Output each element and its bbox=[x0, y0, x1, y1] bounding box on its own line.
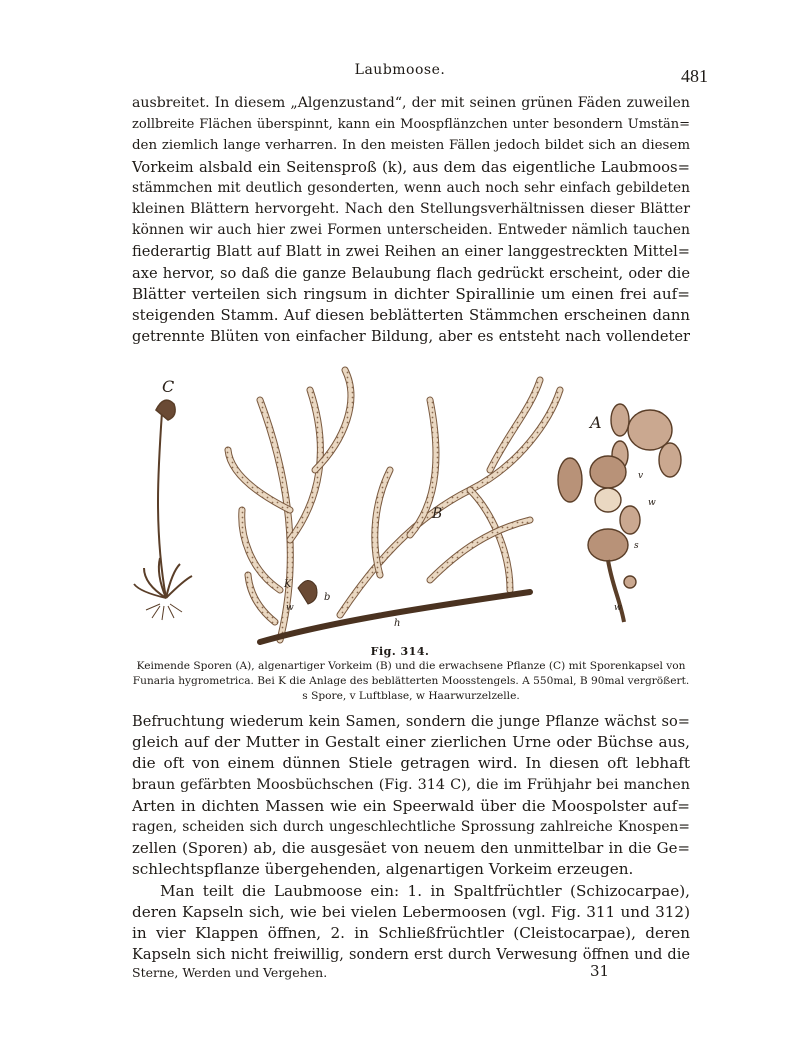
protonema-b bbox=[228, 370, 560, 640]
figure-caption bbox=[132, 659, 690, 704]
label-s: s bbox=[634, 541, 639, 551]
text-line: deren Kapseln sich, wie bei vielen Lebermoosen (vgl. Fig. 311 und 312) bbox=[132, 902, 690, 921]
label-w-1: w bbox=[648, 498, 656, 508]
text-line: stämmchen mit deutlich gesonderten, wenn auch noch sehr einfach gebildeten bbox=[132, 179, 690, 196]
text-line: fiederartig Blatt auf Blatt in zwei Reihen an einer langgestreckten Mittel= bbox=[132, 243, 690, 261]
label-b: B bbox=[432, 506, 443, 522]
text-line: getrennte Blüten von einfacher Bildung, aber es entsteht nach vollendeter bbox=[132, 328, 690, 346]
text-line: schlechtspflanze übergehenden, algenartigen Vorkeim erzeugen. bbox=[132, 860, 634, 879]
text-line: Arten in dichten Massen wie ein Speerwald über die Moospolster auf= bbox=[132, 796, 690, 815]
text-line: den ziemlich lange verharren. In den meisten Fällen jedoch bildet sich an diesem bbox=[132, 138, 690, 154]
label-k: K bbox=[284, 579, 292, 590]
text-line: braun gefärbten Moosbüchschen (Fig. 314 C), die im Frühjahr bei manchen bbox=[132, 776, 690, 793]
text-line: Befruchtung wiederum kein Samen, sondern die junge Pflanze wächst so= bbox=[132, 713, 690, 730]
caption-line: Funaria hygrometrica. Bei K die Anlage des beblätterten Moosstengels. A 550mal, B 90mal vergrößert. bbox=[132, 675, 690, 687]
footer-book-title: Sterne, Werden und Vergehen. bbox=[132, 965, 328, 980]
label-w-2: w bbox=[614, 603, 622, 613]
label-v: v bbox=[638, 471, 644, 481]
mature-plant-c bbox=[134, 400, 192, 620]
text-line: zollbreite Flächen überspinnt, kann ein Moospflänzchen unter besondern Umstän= bbox=[132, 117, 690, 133]
label-w-3: w bbox=[286, 603, 294, 613]
text-line: steigenden Stamm. Auf diesen beblätterten Stämmchen erscheinen dann bbox=[132, 306, 690, 325]
text-line: Kapseln sich nicht freiwillig, sondern erst durch Verwesung öffnen und die bbox=[132, 946, 690, 964]
page-number: 481 bbox=[681, 66, 708, 86]
text-line: ausbreitet. In diesem „Algenzustand“, der mit seinen grünen Fäden zuweilen bbox=[132, 95, 690, 111]
illustration-svg bbox=[130, 360, 690, 645]
moss-illustration bbox=[130, 360, 690, 645]
text-line: kleinen Blättern hervorgeht. Nach den Stellungsverhältnissen dieser Blätter bbox=[132, 201, 690, 218]
text-line: axe hervor, so daß die ganze Belaubung flach gedrückt erscheint, oder die bbox=[132, 264, 690, 282]
text-line: Man teilt die Laubmoose ein: 1. in Spaltfrüchtler (Schizocarpae), bbox=[160, 881, 690, 900]
text-line: gleich auf der Mutter in Gestalt einer zierlichen Urne oder Büchse aus, bbox=[132, 733, 690, 752]
germinating-spores-a bbox=[558, 404, 681, 622]
running-header: Laubmoose. bbox=[354, 62, 446, 78]
label-h: h bbox=[394, 618, 401, 629]
figure-number: Fig. 314. bbox=[370, 645, 430, 658]
rhizoid-base-h bbox=[260, 592, 530, 642]
caption-line: Keimende Sporen (A), algenartiger Vorkeim (B) und die erwachsene Pflanze (C) mit Sporenkapsel von bbox=[136, 660, 686, 672]
text-line: die oft von einem dünnen Stiele getragen wird. In diesen oft lebhaft bbox=[132, 754, 690, 773]
caption-line: s Spore, v Luftblase, w Haarwurzelzelle. bbox=[302, 690, 520, 702]
text-line: können wir auch hier zwei Formen unterscheiden. Entweder nämlich tauchen bbox=[132, 222, 690, 239]
text-line: ragen, scheiden sich durch ungeschlechtliche Sprossung zahlreiche Knospen= bbox=[132, 819, 690, 836]
text-line: Blätter verteilen sich ringsum in dichter Spirallinie um einen frei auf= bbox=[132, 284, 690, 303]
label-a: A bbox=[590, 413, 602, 432]
text-line: in vier Klappen öffnen, 2. in Schließfrüchtler (Cleistocarpae), deren bbox=[132, 924, 690, 943]
label-c: C bbox=[162, 377, 175, 396]
signature-mark: 31 bbox=[590, 962, 610, 980]
paragraph-2 bbox=[132, 711, 690, 965]
text-line: zellen (Sporen) ab, die ausgesäet von neuem den unmittelbar in die Ge= bbox=[132, 839, 690, 858]
paragraph-1 bbox=[132, 93, 690, 347]
label-small-b: b bbox=[324, 592, 331, 603]
bud-k bbox=[298, 580, 317, 604]
text-line: Vorkeim alsbald ein Seitensproß (k), aus dem das eigentliche Laubmoos= bbox=[132, 158, 690, 176]
